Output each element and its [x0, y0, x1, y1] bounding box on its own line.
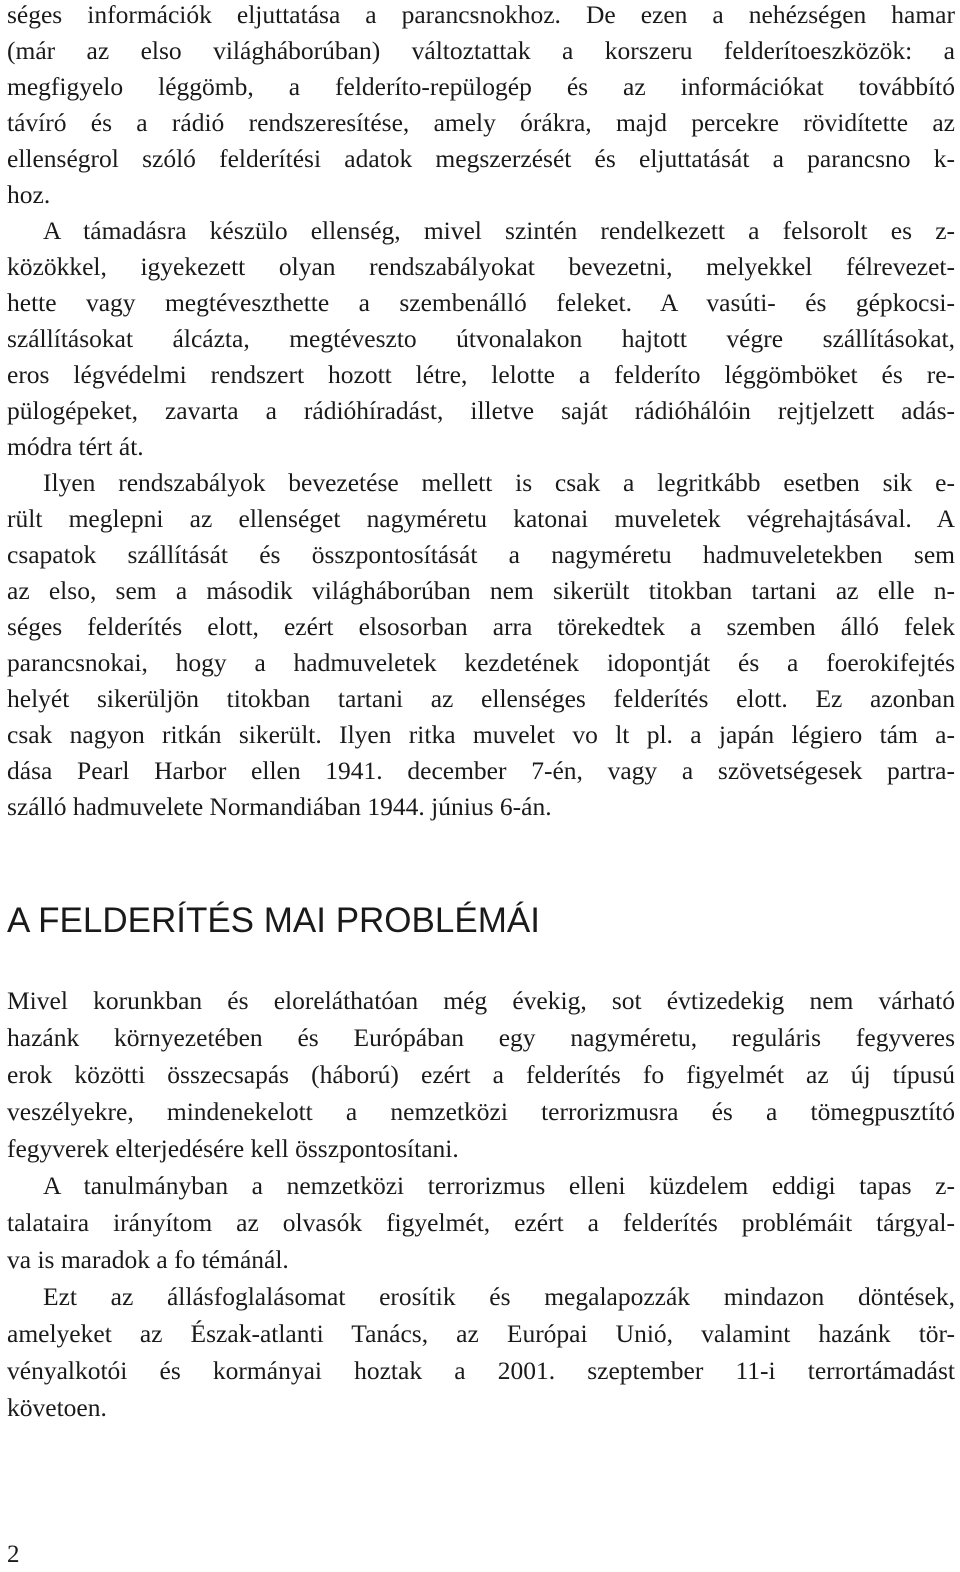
text-line: eros légvédelmi rendszert hozott létre, lelotte a felderíto léggömböket és re- [7, 360, 955, 389]
text-line: séges felderítés elott, ezért elsosorban arra törekedtek a szemben álló felek [7, 612, 955, 641]
text-line: dása Pearl Harbor ellen 1941. december 7-én, vagy a szövetségesek partra- [7, 756, 955, 785]
text-line: módra tért át. [7, 432, 144, 461]
text-line: va is maradok a fo témánál. [7, 1245, 289, 1274]
text-line: ellenségrol szóló felderítési adatok megszerzését és eljuttatását a parancsno k- [7, 144, 955, 173]
text-line: hoz. [7, 180, 51, 209]
text-line: csak nagyon ritkán sikerült. Ilyen ritka muvelet vo lt pl. a japán légiero tám a- [7, 720, 955, 749]
text-line: rült meglepni az ellenséget nagyméretu katonai muveletek végrehajtásával. A [7, 504, 955, 533]
text-line: A tanulmányban a nemzetközi terrorizmus elleni küzdelem eddigi tapas z- [43, 1171, 955, 1200]
text-line: amelyeket az Észak-atlanti Tanács, az Európai Unió, valamint hazánk tör- [7, 1319, 955, 1348]
text-line: követoen. [7, 1393, 107, 1422]
text-line: fegyverek elterjedésére kell összpontosítani. [7, 1134, 459, 1163]
text-line: parancsnokai, hogy a hadmuveletek kezdetének idopontját és a foerokifejtés [7, 648, 955, 677]
text-line: A támadásra készülo ellenség, mivel szintén rendelkezett a felsorolt es z- [43, 216, 955, 245]
text-line: szállításokat álcázta, megtéveszto útvonalakon hajtott végre szállításokat, [7, 324, 955, 353]
text-line: Ilyen rendszabályok bevezetése mellett is csak a legritkább esetben sik e- [43, 468, 955, 497]
text-line: hette vagy megtéveszthette a szembenálló feleket. A vasúti- és gépkocsi- [7, 288, 955, 317]
section-heading: A FELDERÍTÉS MAI PROBLÉMÁI [7, 901, 540, 940]
text-line: Mivel korunkban és eloreláthatóan még évekig, sot évtizedekig nem várható [7, 986, 955, 1015]
text-line: erok közötti összecsapás (háború) ezért a felderítés fo figyelmét az új típusú [7, 1060, 955, 1089]
text-line: csapatok szállítását és összpontosítását a nagyméretu hadmuveletekben sem [7, 540, 955, 569]
text-line: távíró és a rádió rendszeresítése, amely órákra, majd percekre rövidítette az [7, 108, 955, 137]
text-line: szálló hadmuvelete Normandiában 1944. június 6-án. [7, 792, 552, 821]
text-line: vényalkotói és kormányai hoztak a 2001. szeptember 11-i terrortámadást [7, 1356, 955, 1385]
text-line: helyét sikerüljön titokban tartani az ellenséges felderítés elott. Ez azonban [7, 684, 955, 713]
text-line: hazánk környezetében és Európában egy nagyméretu, reguláris fegyveres [7, 1023, 955, 1052]
text-line: közökkel, igyekezett olyan rendszabályokat bevezetni, melyekkel félrevezet- [7, 252, 955, 281]
text-line: az elso, sem a második világháborúban nem sikerült titokban tartani az elle n- [7, 576, 955, 605]
text-line: séges információk eljuttatása a parancsnokhoz. De ezen a nehézségen hamar [7, 0, 955, 29]
text-line: talataira irányítom az olvasók figyelmét, ezért a felderítés problémáit tárgyal- [7, 1208, 955, 1237]
text-line: megfigyelo léggömb, a felderíto-repülogép és az információkat továbbító [7, 72, 955, 101]
text-line: (már az elso világháborúban) változtattak a korszeru felderítoeszközök: a [7, 36, 955, 65]
text-line: pülogépeket, zavarta a rádióhíradást, illetve saját rádióhálóin rejtjelzett adás- [7, 396, 955, 425]
page-number: 2 [7, 1541, 20, 1568]
text-line: Ezt az állásfoglalásomat erosítik és megalapozzák mindazon döntések, [43, 1282, 955, 1311]
text-line: veszélyekre, mindenekelott a nemzetközi terrorizmusra és a tömegpusztító [7, 1097, 955, 1126]
